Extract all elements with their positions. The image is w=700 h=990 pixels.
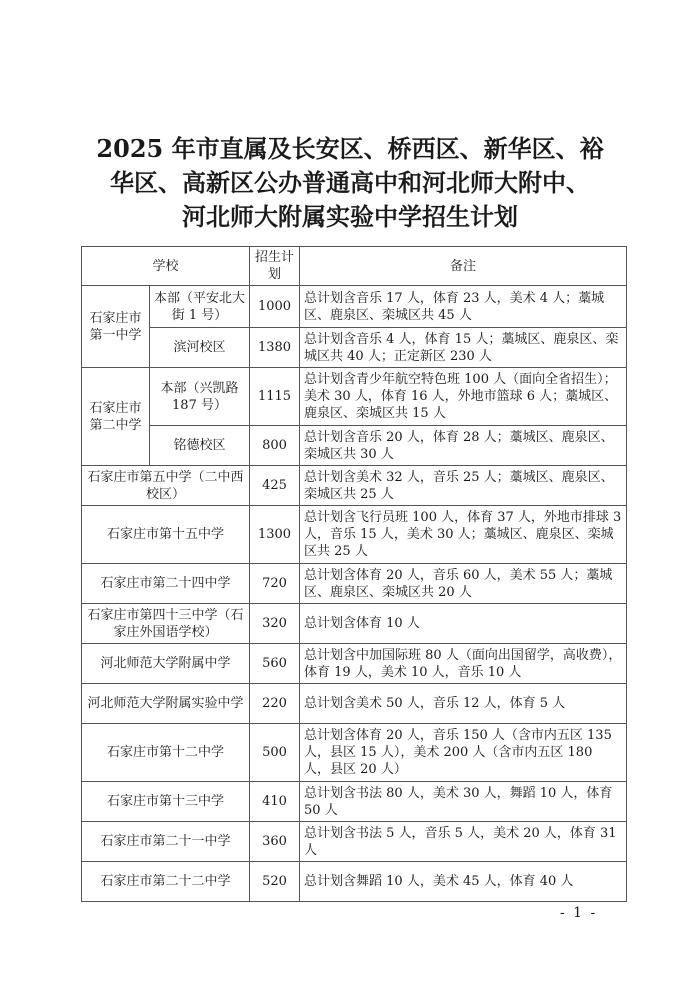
note-cell: 总计划含舞蹈 10 人，美术 45 人，体育 40 人 bbox=[300, 862, 627, 902]
plan-count: 320 bbox=[250, 604, 300, 644]
plan-count: 360 bbox=[250, 822, 300, 862]
school-name: 石家庄市第二十一中学 bbox=[82, 822, 250, 862]
note-cell: 总计划含体育 20 人，音乐 60 人，美术 55 人；藁城区、鹿泉区、栾城区共 20 人 bbox=[300, 564, 627, 604]
note-cell: 总计划含体育 20 人，音乐 150 人（含市内五区 135 人，县区 15 人），美术 200 人（含市内五区 180 人，县区 20 人） bbox=[300, 724, 627, 782]
plan-count: 1115 bbox=[250, 368, 300, 426]
note-cell: 总计划含音乐 17 人，体育 23 人，美术 4 人；藁城区、鹿泉区、栾城区共 45 人 bbox=[300, 286, 627, 328]
plan-count: 425 bbox=[250, 466, 300, 506]
plan-count: 500 bbox=[250, 724, 300, 782]
school-name: 石家庄市第二十四中学 bbox=[82, 564, 250, 604]
note-cell: 总计划含音乐 20 人，体育 28 人；藁城区、鹿泉区、栾城区共 30 人 bbox=[300, 426, 627, 466]
header-school: 学校 bbox=[82, 247, 250, 286]
table-row bbox=[82, 426, 627, 466]
campus-name: 本部（平安北大街 1 号） bbox=[150, 286, 250, 328]
plan-count: 1300 bbox=[250, 506, 300, 564]
table-row bbox=[82, 506, 627, 564]
plan-count: 800 bbox=[250, 426, 300, 466]
table-row bbox=[82, 564, 627, 604]
table-row bbox=[82, 862, 627, 902]
plan-count: 720 bbox=[250, 564, 300, 604]
header-plan: 招生计划 bbox=[250, 247, 300, 286]
table-row bbox=[82, 644, 627, 684]
campus-name: 滨河校区 bbox=[150, 328, 250, 368]
enrollment-plan-table bbox=[81, 246, 627, 902]
note-cell: 总计划含飞行员班 100 人，体育 37 人，外地市排球 3 人，音乐 15 人，美术 30 人；藁城区、鹿泉区、栾城区共 25 人 bbox=[300, 506, 627, 564]
table-row bbox=[82, 328, 627, 368]
note-cell: 总计划含体育 10 人 bbox=[300, 604, 627, 644]
school-name: 石家庄市第二十二中学 bbox=[82, 862, 250, 902]
note-cell: 总计划含音乐 4 人，体育 15 人；藁城区、鹿泉区、栾城区共 40 人；正定新区 230 人 bbox=[300, 328, 627, 368]
note-cell: 总计划含美术 50 人，音乐 12 人，体育 5 人 bbox=[300, 684, 627, 724]
page-number: - 1 - bbox=[560, 905, 598, 921]
table-row bbox=[82, 466, 627, 506]
plan-count: 220 bbox=[250, 684, 300, 724]
table-row bbox=[82, 286, 627, 328]
campus-name: 本部（兴凯路 187 号） bbox=[150, 368, 250, 426]
school-name: 石家庄市第十三中学 bbox=[82, 782, 250, 822]
table-header-row bbox=[82, 247, 627, 286]
school-name: 石家庄市第五中学（二中西校区） bbox=[82, 466, 250, 506]
plan-count: 560 bbox=[250, 644, 300, 684]
title-line-1: 2025 年市直属及长安区、桥西区、新华区、裕 bbox=[96, 134, 604, 163]
note-cell: 总计划含中加国际班 80 人（面向出国留学，高收费），体育 19 人，美术 10 人，音乐 10 人 bbox=[300, 644, 627, 684]
school-name: 河北师范大学附属实验中学 bbox=[82, 684, 250, 724]
table-row bbox=[82, 822, 627, 862]
campus-name: 铭德校区 bbox=[150, 426, 250, 466]
title-line-2: 华区、高新区公办普通高中和河北师大附中、 bbox=[110, 168, 590, 197]
header-note: 备注 bbox=[300, 247, 627, 286]
table-row bbox=[82, 604, 627, 644]
table-row bbox=[82, 782, 627, 822]
title-line-3: 河北师大附属实验中学招生计划 bbox=[182, 202, 518, 231]
note-cell: 总计划含美术 32 人，音乐 25 人；藁城区、鹿泉区、栾城区共 25 人 bbox=[300, 466, 627, 506]
school-group-name: 石家庄市第一中学 bbox=[82, 286, 150, 368]
plan-count: 1380 bbox=[250, 328, 300, 368]
school-group-name: 石家庄市第二中学 bbox=[82, 368, 150, 466]
note-cell: 总计划含书法 80 人，美术 30 人，舞蹈 10 人，体育 50 人 bbox=[300, 782, 627, 822]
school-name: 河北师范大学附属中学 bbox=[82, 644, 250, 684]
table-row bbox=[82, 724, 627, 782]
plan-count: 1000 bbox=[250, 286, 300, 328]
table-row bbox=[82, 684, 627, 724]
plan-count: 520 bbox=[250, 862, 300, 902]
table-row bbox=[82, 368, 627, 426]
note-cell: 总计划含书法 5 人，音乐 5 人，美术 20 人，体育 31 人 bbox=[300, 822, 627, 862]
plan-count: 410 bbox=[250, 782, 300, 822]
school-name: 石家庄市第四十三中学（石家庄外国语学校） bbox=[82, 604, 250, 644]
school-name: 石家庄市第十五中学 bbox=[82, 506, 250, 564]
school-name: 石家庄市第十二中学 bbox=[82, 724, 250, 782]
document-title bbox=[60, 132, 640, 234]
note-cell: 总计划含青少年航空特色班 100 人（面向全省招生）；美术 30 人，体育 16 人，外地市篮球 6 人；藁城区、鹿泉区、栾城区共 15 人 bbox=[300, 368, 627, 426]
